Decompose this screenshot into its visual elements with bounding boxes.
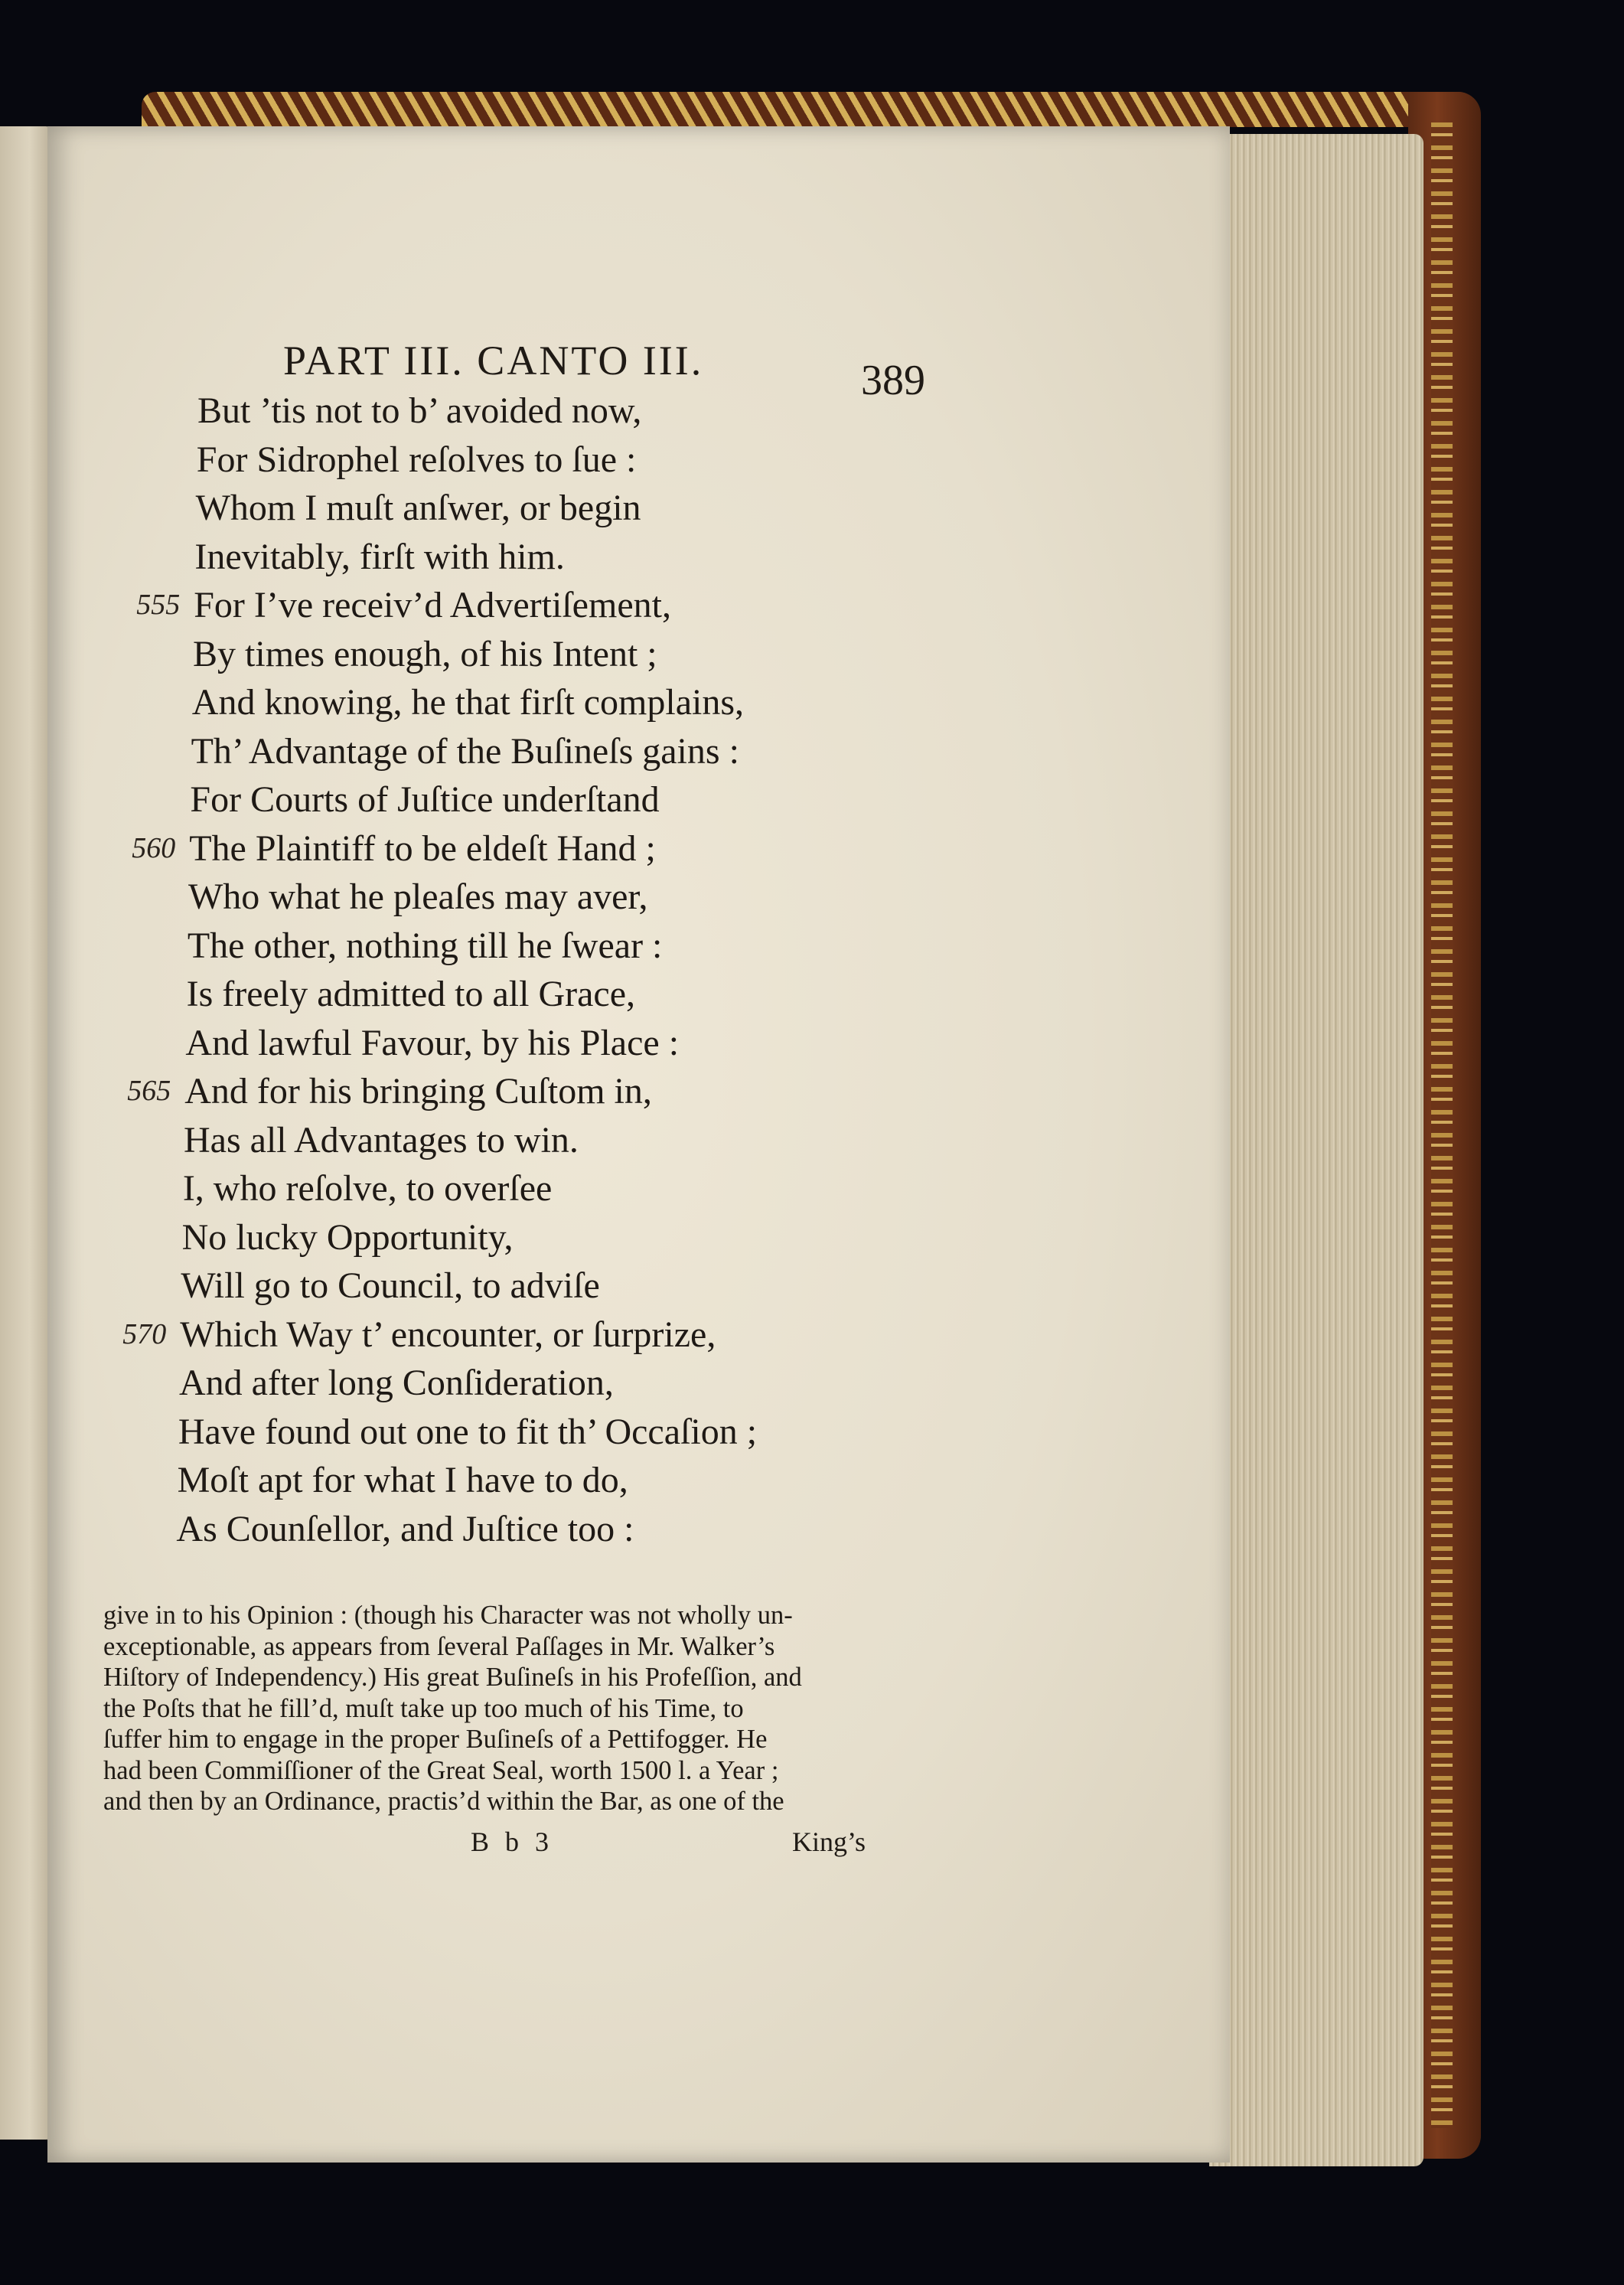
page-number: 389 xyxy=(861,357,925,404)
verse-text: Th’ Advantage of the Buſineſs gains : xyxy=(191,730,739,772)
verse-line xyxy=(93,678,858,727)
verse-text: Who what he pleaſes may aver, xyxy=(188,876,648,917)
verse-line xyxy=(80,1311,846,1360)
verse-line xyxy=(79,1408,844,1457)
verse-text: The Plaintiff to be eldeſt Hand ; xyxy=(189,827,656,869)
verse-text: But ’tis not to b’ avoided now, xyxy=(197,390,642,431)
verse-text: Has all Advantages to win. xyxy=(184,1119,579,1160)
verse-line xyxy=(85,1067,850,1116)
verse-line xyxy=(86,1019,851,1068)
previous-page-edge xyxy=(0,126,54,2140)
verse-line xyxy=(78,1456,843,1505)
gilt-top-binding xyxy=(142,92,1473,127)
verse-line xyxy=(95,533,860,582)
footnote-line: had been Commiſſioner of the Great Seal, worth 1500 l. a Year ; xyxy=(103,1755,779,1785)
verse-text: And after long Conſideration, xyxy=(179,1363,614,1403)
verse-line xyxy=(88,922,853,971)
verse-line xyxy=(96,484,862,533)
footnote-line: Hiſtory of Independency.) His great Buſineſs in his Profeſſion, and xyxy=(103,1663,802,1692)
verse-line xyxy=(94,581,859,630)
footnote-line: exceptionable, as appears from ſeveral Paſſages in Mr. Walker’s xyxy=(103,1631,775,1661)
catchword: King’s xyxy=(792,1826,866,1857)
verse-text: For Sidrophel reſolves to ſue : xyxy=(196,439,637,480)
verse-line xyxy=(84,1116,850,1165)
verse-line xyxy=(90,824,855,873)
signature-mark: B b 3 xyxy=(471,1826,554,1857)
verse-text: Moſt apt for what I have to do, xyxy=(177,1460,628,1500)
line-number: 560 xyxy=(132,831,176,864)
verse-line xyxy=(98,387,863,436)
footnote-line: ſuffer him to engage in the proper Buſineſs of a Pettifogger. He xyxy=(103,1725,768,1754)
verse-text: For Courts of Juſtice underſtand xyxy=(190,779,660,820)
footnote-line: the Poſts that he fill’d, muſt take up too much of his Time, to xyxy=(103,1693,744,1723)
verse-text: Which Way t’ encounter, or ſurprize, xyxy=(180,1314,716,1355)
verse-line xyxy=(87,970,853,1019)
verse-line xyxy=(93,630,859,679)
verse-text: Is freely admitted to all Grace, xyxy=(186,974,636,1014)
verse-text: And knowing, he that firſt complains, xyxy=(191,682,745,723)
verse-text: No lucky Opportunity, xyxy=(181,1216,514,1258)
verse-line xyxy=(80,1359,845,1408)
verse-block xyxy=(92,387,857,1553)
verse-text: Have found out one to fit th’ Occaſion ; xyxy=(178,1411,758,1452)
verse-text: By times enough, of his Intent ; xyxy=(193,633,657,674)
verse-line xyxy=(90,775,856,824)
verse-text: I, who reſolve, to overſee xyxy=(182,1168,553,1209)
verse-line xyxy=(77,1505,842,1554)
footnote-line: give in to his Opinion : (though his Character was not wholly un- xyxy=(103,1601,793,1630)
verse-text: And for his bringing Cuſtom in, xyxy=(184,1071,652,1111)
verse-text: And lawful Favour, by his Place : xyxy=(185,1022,680,1063)
verse-text: The other, nothing till he ſwear : xyxy=(187,925,663,966)
running-head: PART III. CANTO III. xyxy=(283,338,704,384)
verse-line xyxy=(89,873,854,922)
page-block-edges xyxy=(1209,134,1423,2166)
verse-text: Inevitably, firſt with him. xyxy=(194,536,565,577)
gilt-edge-tooling xyxy=(1431,122,1453,2128)
verse-text: As Counſellor, and Juſtice too : xyxy=(176,1508,634,1549)
verse-text: Will go to Council, to adviſe xyxy=(181,1265,600,1306)
footnote-block xyxy=(103,1600,876,1817)
line-number: 565 xyxy=(127,1075,171,1107)
verse-line xyxy=(97,436,863,485)
verse-text: For I’ve receiv’d Advertiſement, xyxy=(194,585,671,625)
verse-line xyxy=(83,1164,849,1213)
verse-text: Whom I muſt anſwer, or begin xyxy=(195,488,641,528)
line-number: 570 xyxy=(122,1317,167,1350)
verse-line xyxy=(92,727,857,776)
footnote-line: and then by an Ordinance, practis’d within the Bar, as one of the xyxy=(103,1787,784,1816)
line-number: 555 xyxy=(136,589,181,621)
verse-line xyxy=(81,1262,846,1311)
verse-line xyxy=(83,1213,848,1262)
